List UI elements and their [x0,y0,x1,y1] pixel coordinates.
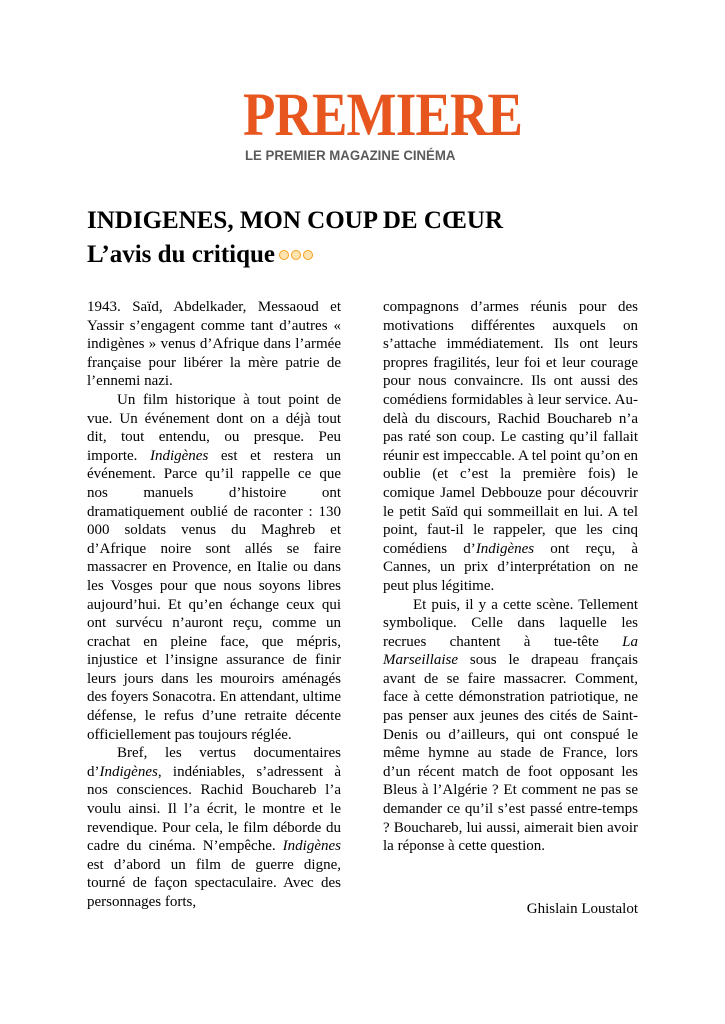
rating-stars [279,238,315,268]
film-title-italic: Indigènes [99,763,158,780]
text-run: compagnons d’armes réunis pour des motivations différentes auxquels on s’attache immédiatement. Ils ont leurs propres fragilités, leur foi et leur courage pour nous convaincre. Ils ont aussi des comédiens formidables à leur service. Au-delà du discours, Rachid Bouchareb n’a pas raté son coup. Le casting qu’il fallait réunir est impeccable. A tel point qu’on en oublie (et c’est la première fois) le comique Jamel Debbouze pour découvrir le petit Saïd qui sommeillait en lui. A tel point, faut-il le rappeler, que les cinq comédiens d’ [383,299,638,557]
text-run: est d’abord un film de guerre digne, tourné de façon spectaculaire. Avec des personnages forts, [87,856,341,910]
article-subtitle [87,238,315,270]
film-title-italic: Indigènes [282,838,341,855]
article-title: INDIGENES, MON COUP DE CŒUR [87,207,504,234]
author-signature: Ghislain Loustalot [526,901,638,917]
subtitle-text: L’avis du critique [87,241,276,268]
paragraph [383,596,638,856]
text-run: Et puis, il y a cette scène. Tellement symbolique. Celle dans laquelle les recrues chantent à tue-tête [383,596,638,650]
paragraph [87,744,341,911]
rating-star-icon [279,250,289,260]
paragraph [87,391,341,744]
film-title-italic: Indigènes [475,540,535,557]
paragraph [383,298,638,596]
premiere-logo [243,82,523,176]
text-run: Un film historique à tout point de vue. Un événement dont on a déjà tout dit, tout entendu, ou presque. Peu importe. [87,391,341,464]
text-run: sous le drapeau français avant de se faire massacrer. Comment, face à cette démonstration patriotique, ne pas penser aux jeunes des cités de Saint-Denis ou d’ailleurs, qui ont conspué le même hymne au stade de France, lors d’un récent match de foot opposant les Bleus à l’Algérie ? Et comment ne pas se demander ce qu’il s’est passé entre-temps ? Bouchareb, lui aussi, aimerait bien avoir la réponse à cette question. [383,652,638,855]
rating-star-icon [303,250,313,260]
text-run: Bref, les vertus documentaires d’ [87,745,341,780]
film-title-italic: Indigènes [149,447,209,464]
song-title-italic: La Marseillaise [383,633,638,669]
rating-star-icon [291,250,301,260]
text-run: , indéniables, s’adressent à nos consciences. Rachid Bouchareb l’a voulu ainsi. Il l’a écrit, le montre et le revendique. Pour cela, le film déborde du cadre du cinéma. N’empêche. [87,763,341,855]
article-column-right [383,298,638,856]
logo-tagline: LE PREMIER MAGAZINE CINÉMA [245,148,456,164]
text-run: est et restera un événement. Parce qu’il rappelle ce que nos manuels d’histoire ont dramatiquement oublié de raconter : 130 000 soldats venus du Maghreb et d’Afrique noire sont allés se faire massacrer en Provence, en Italie ou dans les Vosges pour que nous soyons libres aujourd’hui. Et qu’en échange ceux qui ont survécu n’auront reçu, comme un crachat en pleine face, que mépris, injustice et l’insigne assurance de finir leurs jours dans les mouroirs aménagés des foyers Sonacotra. En attendant, ultime défense, le refus d’une retraite décente officiellement pas toujours réglée. [87,447,341,743]
logo-wordmark: PREMIERE [243,82,523,149]
article-column-left [87,298,341,912]
paragraph: 1943. Saïd, Abdelkader, Messaoud et Yassir s’engagent comme tant d’autres « indigènes » venus d’Afrique dans l’armée française pour libérer la mère patrie de l’ennemi nazi. [87,299,341,390]
text-run: ont reçu, à Cannes, un prix d’interprétation on ne peut plus légitime. [383,540,639,594]
